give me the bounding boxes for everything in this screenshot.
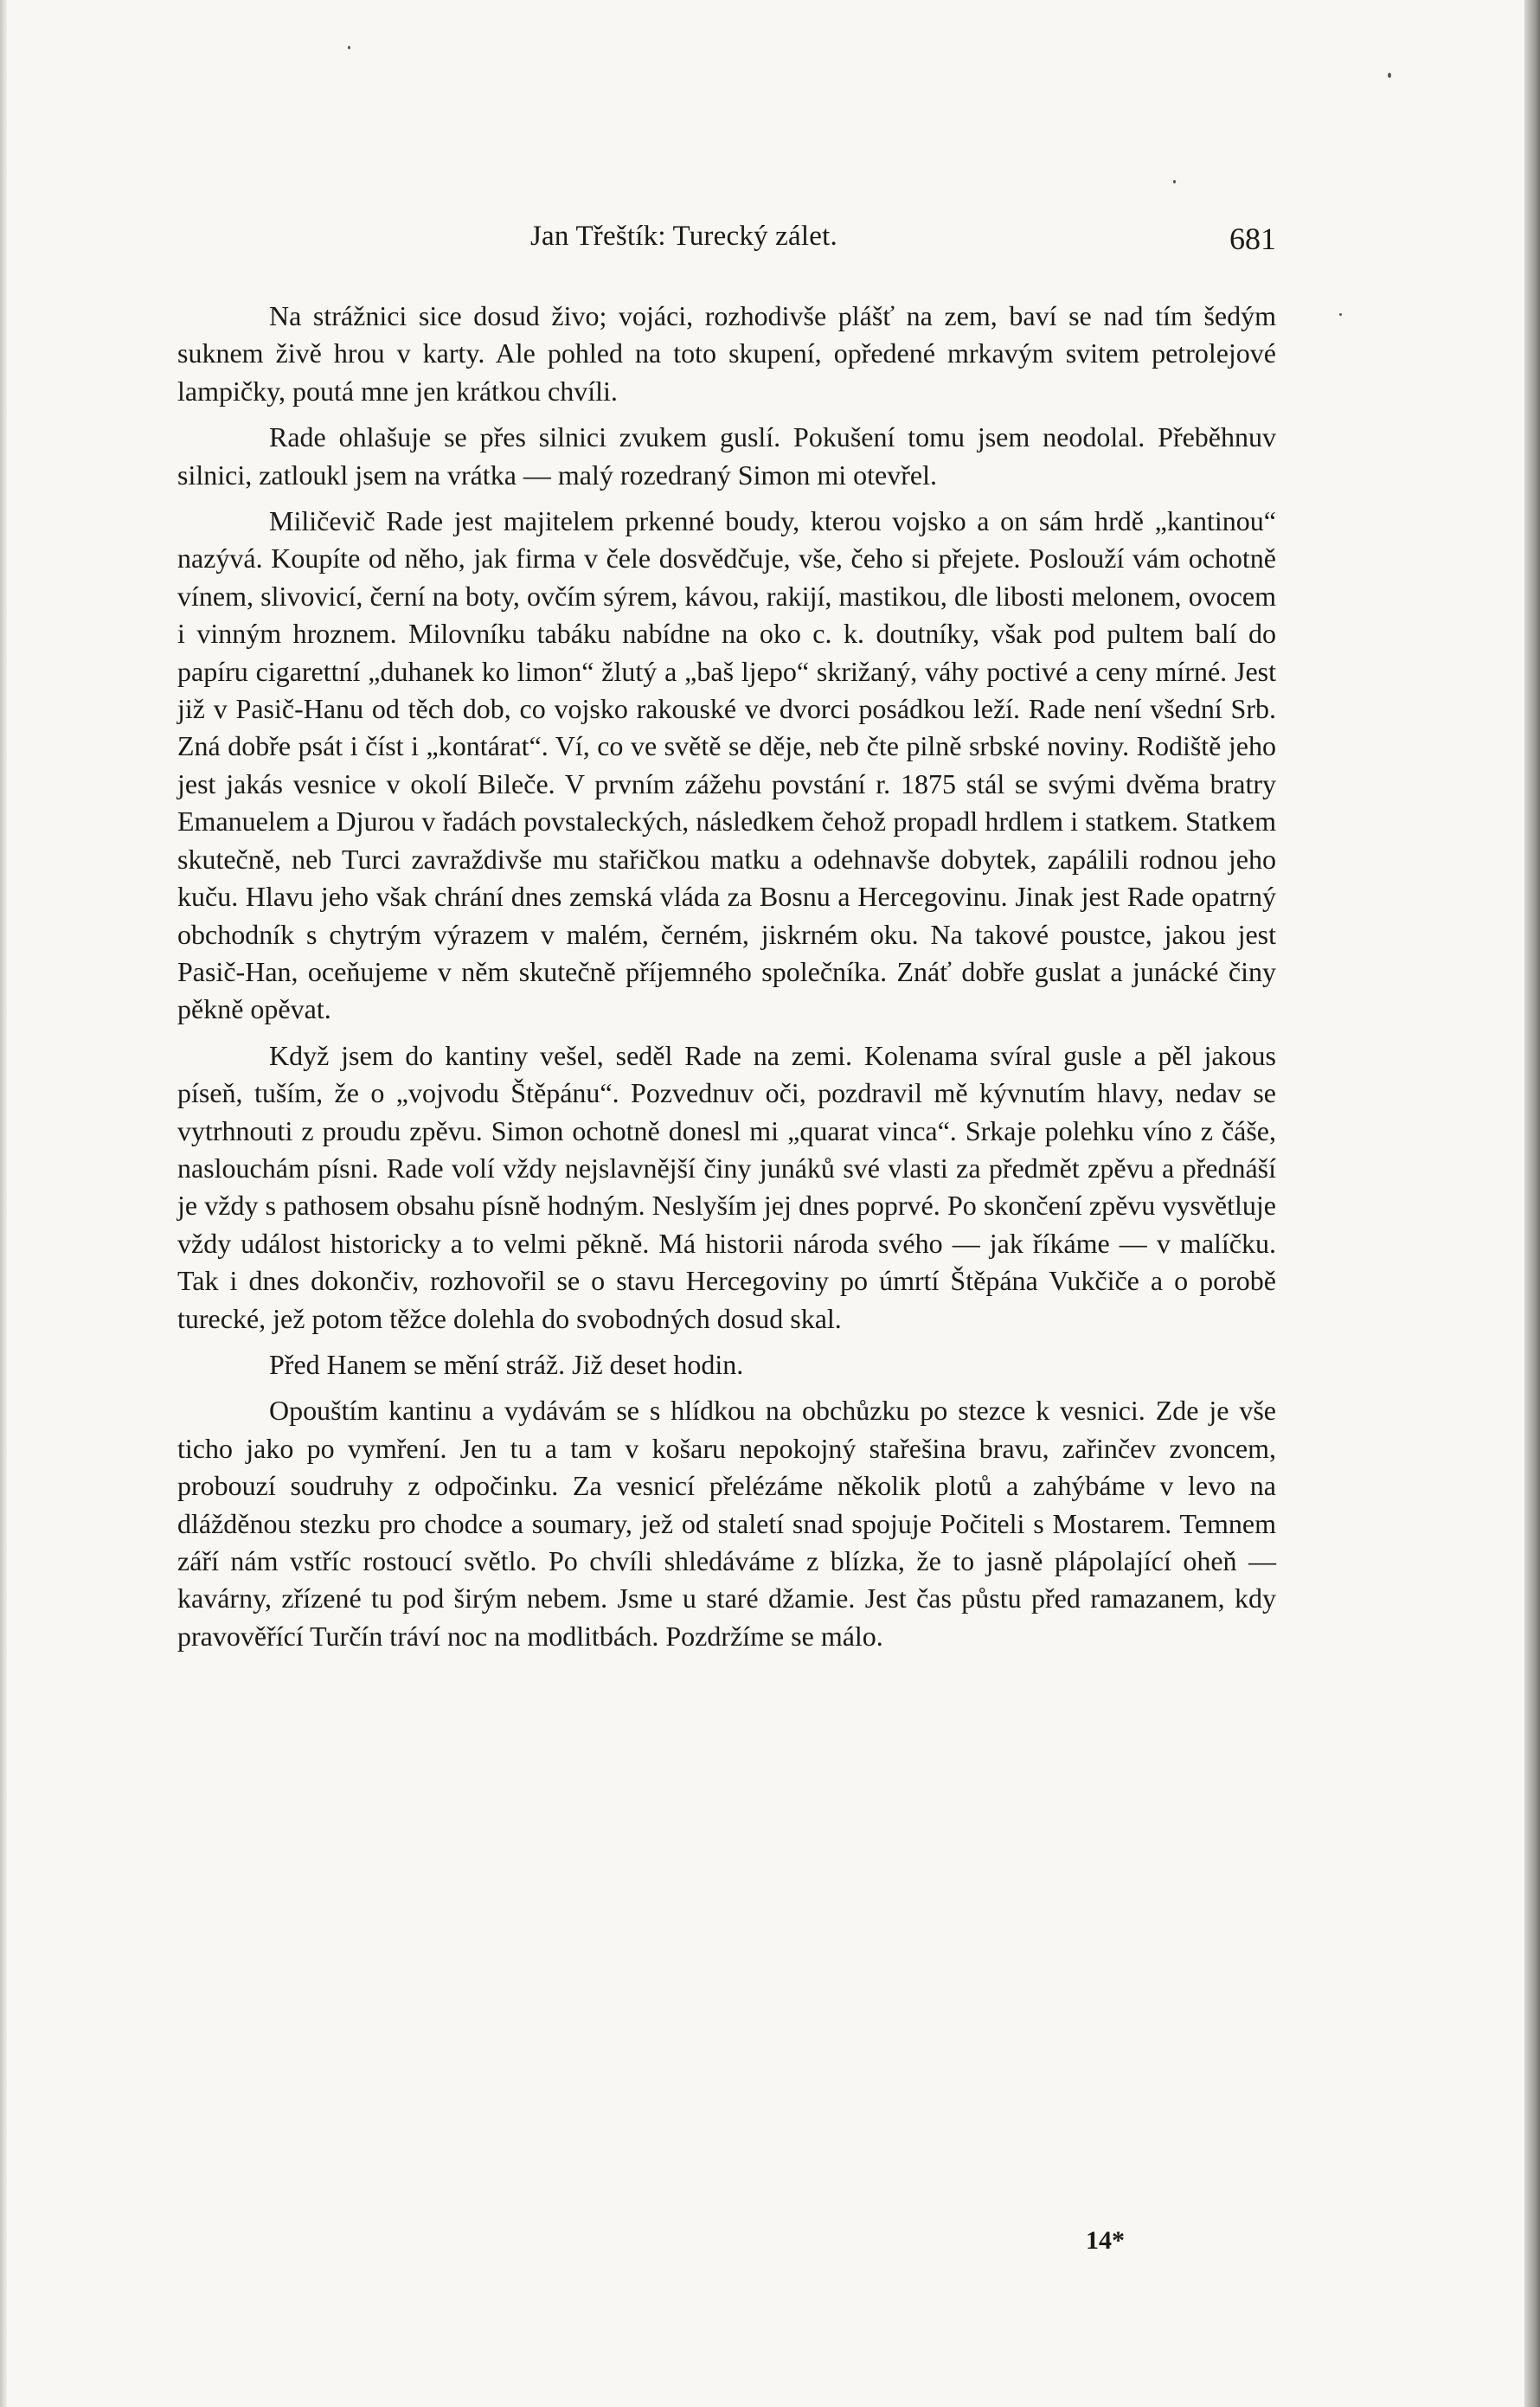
paragraph: Když jsem do kantiny vešel, seděl Rade na zemi. Kolenama svíral gusle a pěl jakous píseň, tuším, že o „vojvodu Štěpánu“. Pozvednuv oči, pozdravil mě kývnutím hlavy, nedav se vytrhnouti z proudu zpěvu. Simon ochotně donesl mi „quarat vinca“. Srkaje polehku víno z čáše, naslouchám písni. Rade volí vždy nejslavnější činy junáků své vlasti za předmět zpěvu a přednáší je vždy s pathosem obsahu písně hodným. Neslyším jej dnes poprvé. Po skončení zpěvu vysvětluje vždy událost historicky a to velmi pěkně. Má historii národa svého — jak říkáme — v malíčku. Tak i dnes dokončiv, rozhovořil se o stavu Hercegoviny po úmrtí Štěpána Vukčiče a o porobě turecké, jež potom těžce dolehla do svobodných dosud skal.	[177, 1039, 1276, 1334]
print-speck	[1388, 73, 1391, 78]
body-text	[177, 298, 1276, 1655]
signature-mark: 14*	[1086, 2226, 1125, 2255]
paragraph: Miličevič Rade jest majitelem prkenné boudy, kterou vojsko a on sám hrdě „kantinou“ nazývá. Koupíte od něho, jak firma v čele dosvědčuje, vše, čeho si přejete. Poslouží vám ochotně vínem, slivovicí, černí na boty, ovčím sýrem, kávou, rakijí, mastikou, dle libosti melonem, ovocem i vinným hroznem. Milovníku tabáku nabídne na oko c. k. doutníky, však pod pultem balí do papíru cigarettní „duhanek ko limon“ žlutý a „baš ljepo“ skrižaný, váhy poctivé a ceny mírné. Jest již v Pasič-Hanu od těch dob, co vojsko rakouské ve dvorci posádkou leží. Rade není všední Srb. Zná dobře psát i číst i „kontárat“. Ví, co ve světě se děje, neb čte pilně srbské noviny. Rodiště jeho jest jakás vesnice v okolí Bileče. V prvním zážehu povstání r. 1875 stál se svými dvěma bratry Emanuelem a Djurou v řadách povstaleckých, následkem čehož propadl hrdlem i statkem. Statkem skutečně, neb Turci zavraždivše mu stařičkou matku a odehnavše dobytek, zapálili rodnou jeho kuču. Hlavu jeho však chrání dnes zemská vláda za Bosnu a Hercegovinu. Jinak jest Rade opatrný obchodník s chytrým výrazem v malém, černém, jiskrném oku. Na takové poustce, jakou jest Pasič-Han, oceňujeme v něm skutečně příjemného společníka. Znáť dobře guslat a junácké činy pěkně opěvat.	[177, 505, 1276, 1025]
print-speck	[348, 46, 350, 49]
paragraph: Před Hanem se mění stráž. Již deset hodin.	[269, 1348, 744, 1380]
paragraph: Opouštím kantinu a vydávám se s hlídkou na obchůzku po stezce k vesnici. Zde je vše ticho jako po vymření. Jen tu a tam v košaru nepokojný stařešina bravu, zařinčev zvoncem, probouzí soudruhy z odpočinku. Za vesnicí přelézáme několik plotů a zahýbáme v levo na dlážděnou stezku pro chodce a soumary, jež od staletí snad spojuje Počiteli s Mostarem. Temnem září nám vstříc rostoucí světlo. Po chvíli shledáváme z blízka, že to jasně plápolající oheň — kavárny, zřízené tu pod širým nebem. Jsme u staré džamie. Jest čas půstu před ramazanem, kdy pravověřící Turčín tráví noc na modlitbách. Pozdržíme se málo.	[177, 1395, 1276, 1652]
print-speck	[1339, 313, 1342, 316]
paragraph: Rade ohlašuje se přes silnici zvukem guslí. Pokušení tomu jsem neodolal. Přeběhnuv silnici, zatloukl jsem na vrátka — malý rozedraný Simon mi otevřel.	[177, 421, 1276, 491]
page-left-edge	[0, 0, 7, 2407]
running-head: Jan Třeštík: Turecký zálet.	[530, 221, 837, 252]
page-header	[177, 221, 1276, 255]
print-speck	[1173, 180, 1176, 183]
page-right-edge-shadow	[1524, 0, 1540, 2407]
paragraph: Na strážnici sice dosud živo; vojáci, rozhodivše plášť na zem, baví se nad tím šedým suknem živě hrou v karty. Ale pohled na toto skupení, opředené mrkavým svitem petrolejové lampičky, poutá mne jen krátkou chvíli.	[177, 300, 1276, 407]
page-number: 681	[1229, 221, 1276, 256]
